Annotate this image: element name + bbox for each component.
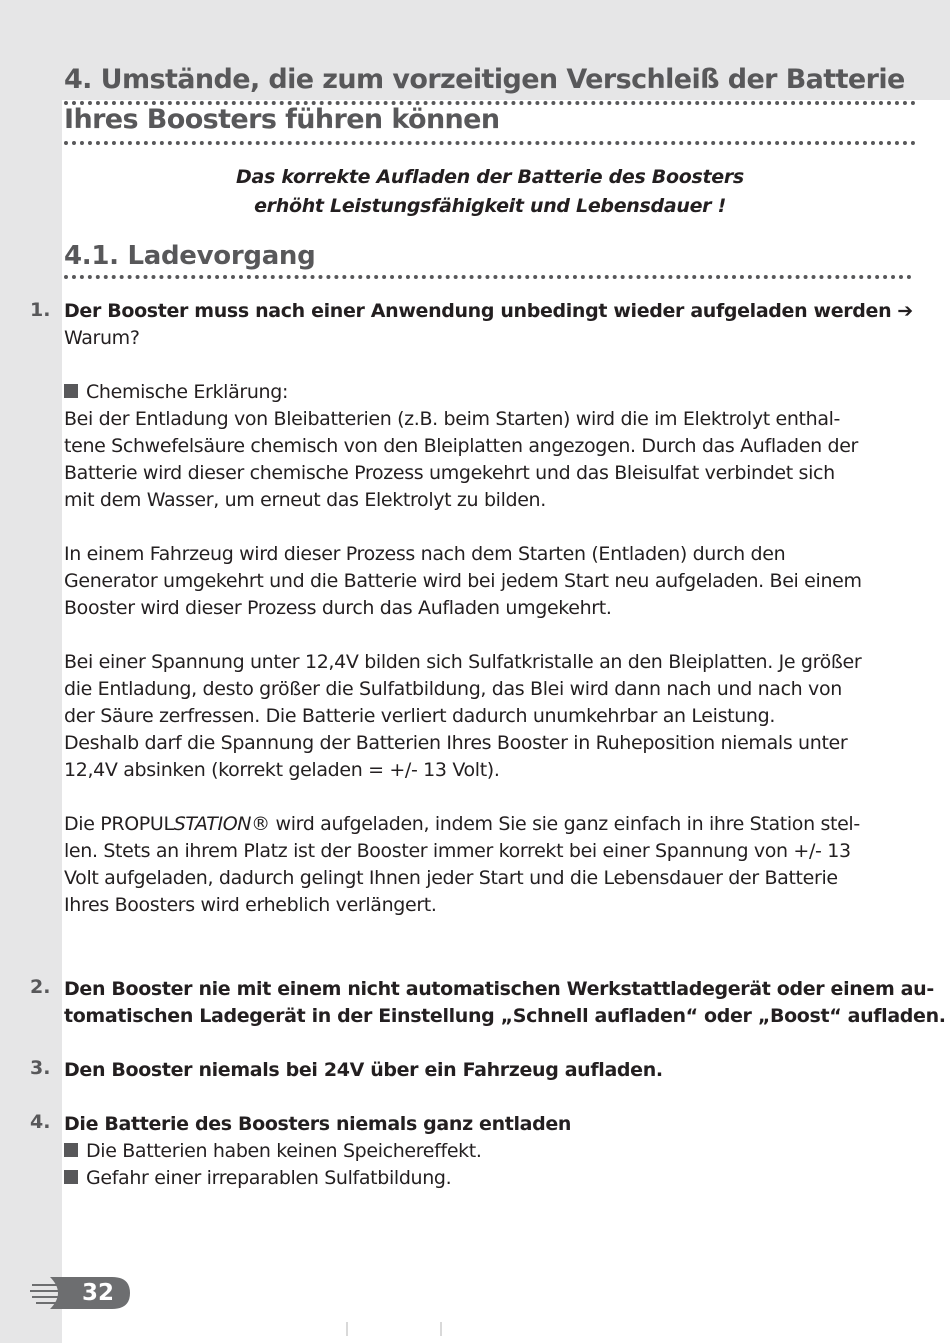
text-fragment: wird aufgeladen, indem Sie sie ganz einfach in ihre Station stel- (269, 813, 860, 835)
text-line: len. Stets an ihrem Platz ist der Booster immer korrekt bei einer Spannung von +/- 13 (64, 840, 851, 862)
item-title-text: Der Booster muss nach einer Anwendung unbedingt wieder aufgeladen werden (64, 300, 892, 322)
list-item-1 (64, 298, 917, 919)
item-title (64, 298, 917, 325)
bullet-item (64, 1138, 917, 1165)
arrow-right-icon: ➔ (897, 300, 913, 322)
dotted-rule (64, 275, 912, 279)
paragraph (64, 811, 917, 919)
bullet-text: Gefahr einer irreparablen Sulfatbildung. (86, 1167, 452, 1189)
paragraph (64, 406, 917, 514)
text-line: Volt aufgeladen, dadurch gelingt Ihnen jeder Start und die Lebensdauer der Batterie (64, 867, 838, 889)
text-line: Den Booster nie mit einem nicht automatischen Werkstattladegerät oder einem au- (64, 978, 934, 1000)
crop-mark (440, 1322, 442, 1336)
brand-prefix: Die PROPUL (64, 813, 174, 835)
text-line: tomatischen Ladegerät in der Einstellung „Schnell aufladen“ oder „Boost“ aufladen. (64, 1005, 946, 1027)
text-line: Bei einer Spannung unter 12,4V bilden sich Sulfatkristalle an den Bleiplatten. Je größer (64, 651, 862, 673)
paragraph (64, 649, 917, 784)
list-item-3 (64, 1057, 917, 1084)
item-title: Die Batterie des Boosters niemals ganz entladen (64, 1113, 572, 1135)
intro-line-2: erhöht Leistungsfähigkeit und Lebensdauer ! (254, 195, 726, 217)
text-line: Generator umgekehrt und die Batterie wird bei jedem Start neu aufgeladen. Bei einem (64, 570, 862, 592)
text-line: Batterie wird dieser chemische Prozess umgekehrt und das Bleisulfat verbindet sich (64, 462, 835, 484)
subsection-heading: 4.1. Ladevorgang (64, 241, 316, 271)
text-line: Den Booster niemals bei 24V über ein Fahrzeug aufladen. (64, 1059, 663, 1081)
section-heading-line-1: 4. Umstände, die zum vorzeitigen Verschleiß der Batterie (64, 64, 905, 95)
list-number: 1. (30, 299, 51, 321)
list-number: 2. (30, 976, 51, 998)
text-line: Deshalb darf die Spannung der Batterien Ihres Booster in Ruheposition niemals unter (64, 732, 848, 754)
page-number: 32 (81, 1280, 114, 1306)
square-bullet-icon (64, 1170, 78, 1184)
text-line: 12,4V absinken (korrekt geladen = +/- 13 Volt). (64, 759, 500, 781)
bullet-item (64, 1165, 917, 1192)
text-line: tene Schwefelsäure chemisch von den Bleiplatten angezogen. Durch das Aufladen der (64, 435, 858, 457)
dotted-rule (64, 141, 916, 145)
square-bullet-icon (64, 384, 78, 398)
bullet-text: Chemische Erklärung: (86, 381, 289, 403)
dotted-rule (64, 101, 916, 105)
text-line: die Entladung, desto größer die Sulfatbildung, das Blei wird dann nach und nach von (64, 678, 842, 700)
list-item-2 (64, 976, 946, 1030)
intro-line-1: Das korrekte Aufladen der Batterie des Boosters (236, 166, 744, 188)
text-line: der Säure zerfressen. Die Batterie verliert dadurch unumkehrbar an Leistung. (64, 705, 776, 727)
text-line: In einem Fahrzeug wird dieser Prozess nach dem Starten (Entladen) durch den (64, 543, 786, 565)
square-bullet-icon (64, 1143, 78, 1157)
bullet-item (64, 379, 917, 406)
list-number: 4. (30, 1111, 51, 1133)
list-number: 3. (30, 1057, 51, 1079)
section-heading (64, 60, 924, 140)
text-line: Bei der Entladung von Bleibatterien (z.B. beim Starten) wird die im Elektrolyt enthal- (64, 408, 841, 430)
paragraph (64, 541, 917, 622)
bullet-text: Die Batterien haben keinen Speichereffekt. (86, 1140, 482, 1162)
item-title-cont: Warum? (64, 327, 140, 349)
text-line (64, 811, 917, 838)
text-line: Booster wird dieser Prozess durch das Aufladen umgekehrt. (64, 597, 612, 619)
text-line: mit dem Wasser, um erneut das Elektrolyt zu bilden. (64, 489, 546, 511)
intro-callout (200, 163, 780, 221)
brand-italic: STATION® (173, 813, 270, 835)
page-number-badge (30, 1273, 130, 1313)
section-heading-line-2: Ihres Boosters führen können (64, 104, 500, 135)
crop-mark (346, 1322, 348, 1336)
list-item-4 (64, 1111, 917, 1192)
text-line: Ihres Boosters wird erheblich verlängert. (64, 894, 437, 916)
